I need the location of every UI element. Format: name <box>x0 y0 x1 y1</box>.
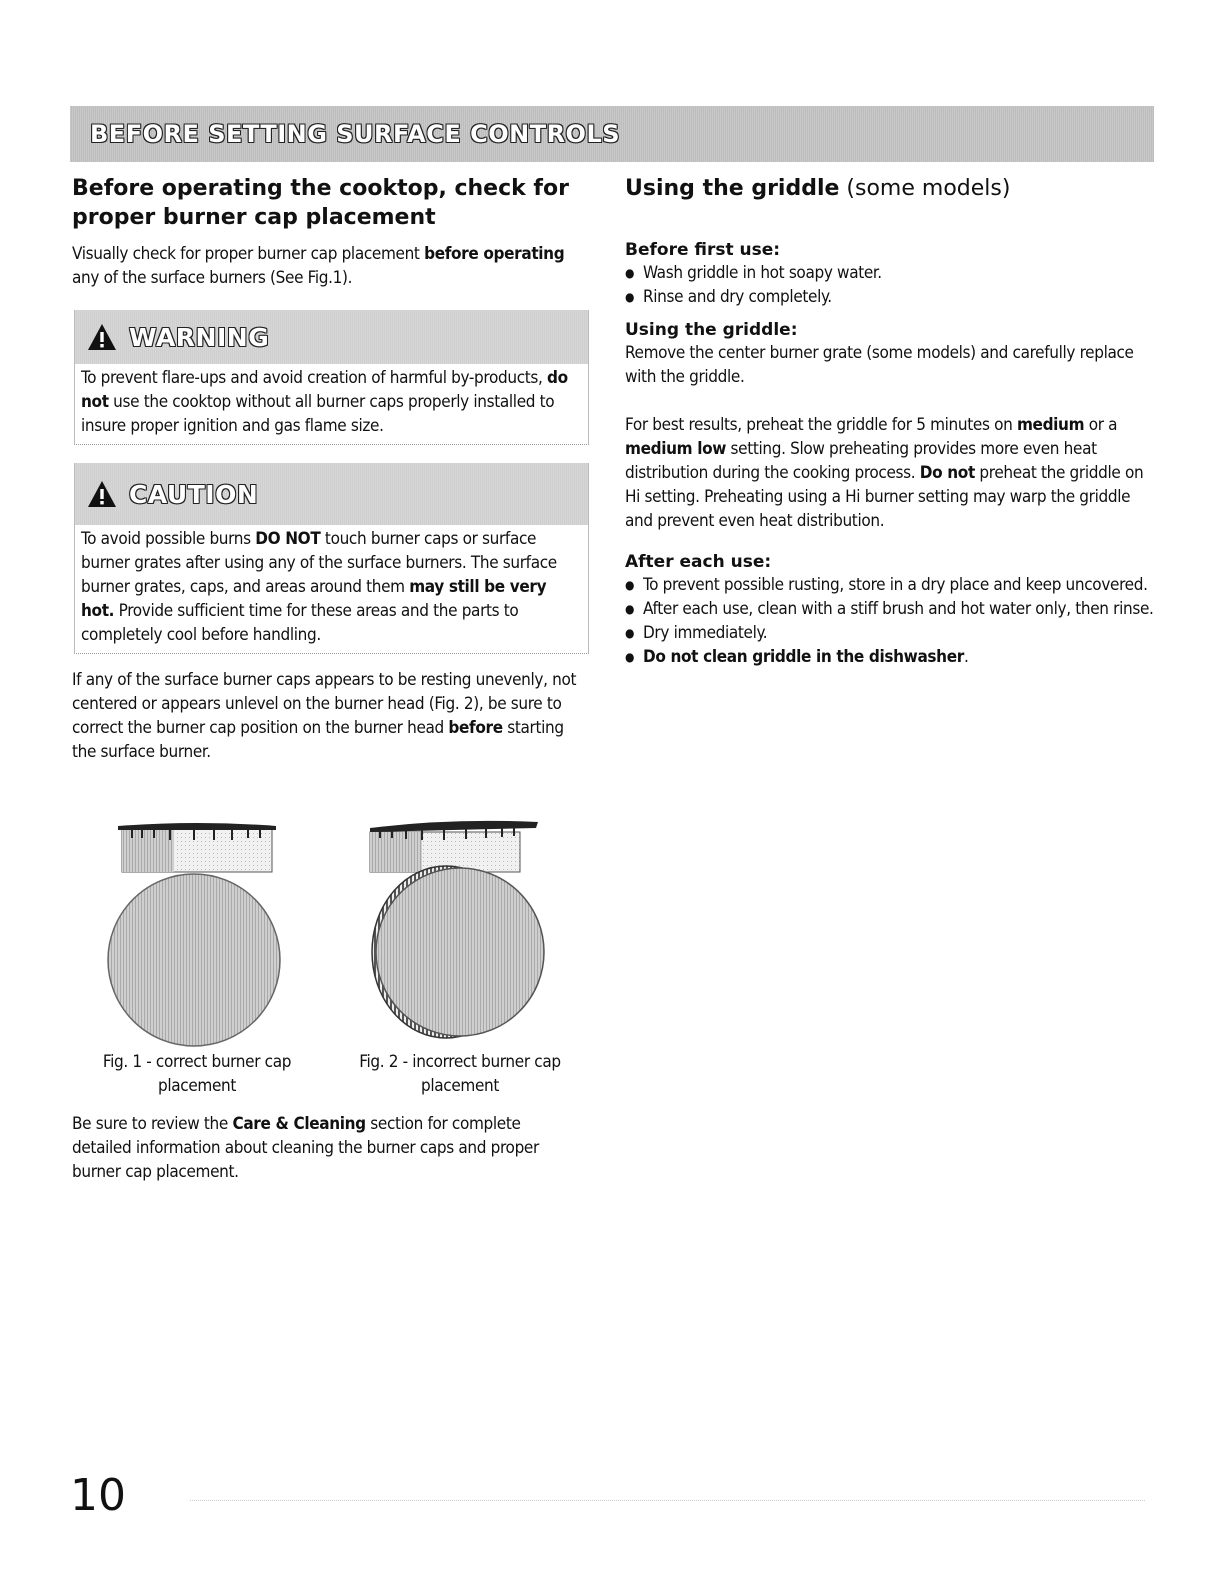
intro-text-2: any of the surface burners (See Fig.1). <box>72 268 353 288</box>
before-first-use-list <box>625 261 1160 309</box>
burner-cap-heading: Before operating the cooktop, check for proper burner cap placement <box>72 176 569 230</box>
figure-2-caption: Fig. 2 - incorrect burner cap placement <box>359 1052 561 1096</box>
preheat-text-4: preheat the griddle on Hi setting. Preheating using a Hi burner setting may warp the griddle and prevent even heat distribution. <box>625 463 1144 531</box>
using-griddle-title: Using the griddle: <box>625 320 798 340</box>
before-first-use-title: Before first use: <box>625 240 781 260</box>
warning-bold: do not <box>81 368 568 412</box>
intro-paragraph <box>72 242 587 290</box>
caution-bold-1: DO NOT <box>255 529 321 549</box>
caution-header <box>75 463 588 525</box>
warning-text-2: use the cooktop without all burner caps properly installed to insure proper ignition and gas flame size. <box>81 392 555 436</box>
list-item: ● Rinse and dry completely. <box>625 285 1160 309</box>
uneven-cap-paragraph <box>72 668 587 764</box>
right-column <box>625 174 1160 669</box>
list-item: ● After each use, clean with a stiff brush and hot water only, then rinse. <box>625 597 1160 621</box>
after-each-use-title: After each use: <box>625 552 772 572</box>
warning-label: WARNING <box>129 322 270 352</box>
footer-rule <box>190 1500 1145 1501</box>
preheat-bold-3: Do not <box>919 463 975 483</box>
caution-bold-2: may still be very hot. <box>81 577 547 621</box>
preheat-bold-1: medium <box>1016 415 1085 435</box>
dishwasher-warning-end: . <box>963 647 969 667</box>
warning-text <box>81 366 580 438</box>
warning-triangle-icon <box>87 323 117 351</box>
caution-box <box>74 463 589 654</box>
caution-text-2: touch burner caps or surface burner grates after using any of the surface burners. The surface burner grates, caps, and areas around them <box>81 529 557 597</box>
list-item: ● Wash griddle in hot soapy water. <box>625 261 1160 285</box>
griddle-heading-bold: Using the griddle <box>625 176 840 201</box>
uneven-text-2: starting the surface burner. <box>72 718 564 762</box>
caution-label: CAUTION <box>129 479 259 509</box>
uneven-text-1: If any of the surface burner caps appears to be resting unevenly, not centered or appears unlevel on the burner head (Fig. 2), be sure to correct the burner cap position on the burner head <box>72 670 577 738</box>
intro-bold: before operating <box>424 244 565 264</box>
caution-text-3: Provide sufficient time for these areas and the parts to completely cool before handling. <box>81 601 519 645</box>
care-text-1: Be sure to review the <box>72 1114 233 1134</box>
preheat-text-3: setting. Slow preheating provides more even heat distribution during the cooking process. <box>625 439 1097 483</box>
page-number: 10 <box>70 1470 126 1521</box>
correct-burner-cap-illustration <box>72 812 312 1048</box>
care-bold: Care & Cleaning <box>232 1114 366 1134</box>
preheat-text-1: For best results, preheat the griddle for 5 minutes on <box>625 415 1017 435</box>
figure-2 <box>330 812 580 1098</box>
caution-text-1: To avoid possible burns <box>81 529 256 549</box>
figures <box>72 812 592 1102</box>
intro-text-1: Visually check for proper burner cap placement <box>72 244 425 264</box>
warning-text-1: To prevent flare-ups and avoid creation of harmful by-products, <box>81 368 548 388</box>
griddle-heading <box>625 174 1160 203</box>
list-item-bold <box>625 645 1160 669</box>
uneven-bold: before <box>448 718 503 738</box>
caution-text <box>81 527 580 647</box>
using-griddle-paragraph-1: Remove the center burner grate (some models) and carefully replace with the griddle. <box>625 343 1134 387</box>
section-title: BEFORE SETTING SURFACE CONTROLS <box>90 120 621 148</box>
incorrect-burner-cap-illustration <box>330 812 570 1048</box>
list-item: ● Dry immediately. <box>625 621 1160 645</box>
caution-triangle-icon <box>87 480 117 508</box>
figure-1-caption: Fig. 1 - correct burner cap placement <box>102 1052 292 1096</box>
preheat-bold-2: medium low <box>625 439 727 459</box>
dishwasher-warning: Do not clean griddle in the dishwasher <box>643 647 964 667</box>
care-text-2: section for complete detailed information about cleaning the burner caps and proper burner cap placement. <box>72 1114 539 1182</box>
list-item: ● To prevent possible rusting, store in a dry place and keep uncovered. <box>625 573 1160 597</box>
care-cleaning-paragraph <box>72 1112 582 1184</box>
section-banner <box>70 106 1154 162</box>
griddle-heading-light: (some models) <box>839 176 1011 201</box>
preheat-text-2: or a <box>1084 415 1118 435</box>
warning-header <box>75 310 588 364</box>
warning-box <box>74 310 589 445</box>
after-each-use-list <box>625 573 1160 669</box>
figure-1 <box>72 812 322 1098</box>
left-column <box>72 174 587 764</box>
using-griddle-paragraph-2 <box>625 413 1160 533</box>
